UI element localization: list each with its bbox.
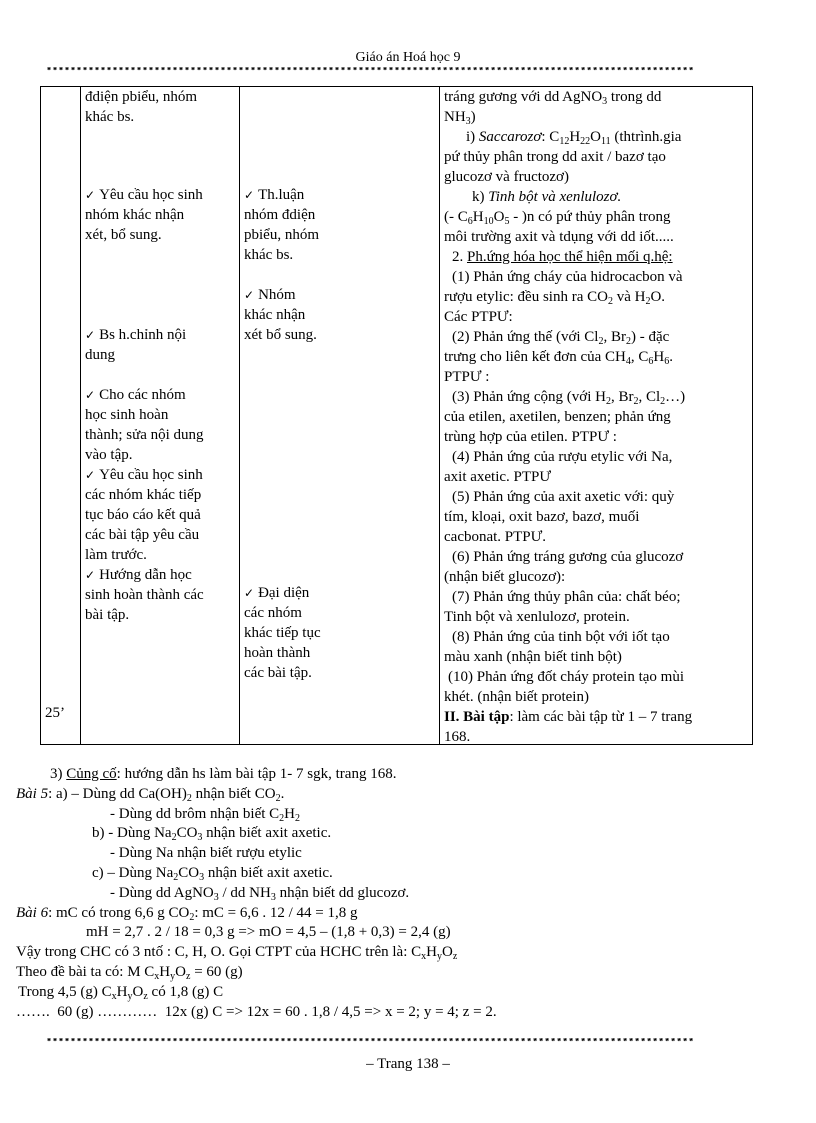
student-text: Nhóm [258,287,296,303]
content-text: khét. (nhận biết protein) [444,689,589,705]
student-text: Th.luận [258,187,305,203]
teacher-text: các nhóm khác tiếp [85,487,202,503]
page-header: Giáo án Hoá học 9 [355,50,461,65]
content-text: màu xanh (nhận biết tinh bột) [444,649,622,665]
lesson-table [40,86,753,745]
student-text: khác nhận [244,307,306,323]
student-text: xét bổ sung. [244,327,317,343]
teacher-text: các bài tập yêu cầu [85,527,200,543]
solution-line: - Dùng Na nhận biết rượu etylic [110,845,302,862]
teacher-text: sinh hoàn thành các [85,587,204,603]
exercise-solutions: 3) Củng cố: hướng dẫn hs làm bài tập 1- 7 sgk, trang 168. Bài 5: a) – Dùng dd $Ca(OH)_2$ nhận biết $CO_2$. - Dùng dd brôm nhận biết $C_2H_2$ b) - Dùng $Na_2CO_3$ nhận biết axit axetic. - Dùng Na nhận biết rượu etylic c) – Dùng $Na_2CO_3$ nhận biết axit axetic. - Dùng dd AgNO$_3$ / dd $NH_3$ nhận biết dd glucozơ. Bài 6: mC có trong 6,6 g $CO_2$: mC = 6,6 . 12 / 44 = 1,8 g mH = 2,7 . 2 / 18 = 0,3 g => mO = 4,5 – (1,8 + 0,3) = 2,4 (g) Vậy trong CHC có 3 ntố : C, H, O. Gọi CTPT của HCHC trên là: $C_xH_yO_z$ Theo đề bài ta có: M $C_xH_yO_z = 60$ (g) Trong 4,5 (g) $C_xH_yO_z$ có 1,8 (g) C ……. 60 (g) ………… 12x (g) C => 12x = 60 . 1,8 / 4,5 => x = 2; y = 4; z = 2. [38,765,778,1022]
content-text: PTPƯ : [444,369,490,385]
content-text: (4) Phản ứng của rượu etylic với Na, [452,449,673,465]
content-text: Các PTPƯ: [444,309,513,325]
teacher-text: thành; sửa nội dung [85,427,204,443]
content-text: (7) Phản ứng thủy phân của: chất béo; [452,589,681,605]
time-cell: 25’ [45,705,65,721]
student-text: khác tiếp tục [244,625,321,641]
content-text: môi trường axit và tdụng với dd iốt..... [444,229,674,245]
teacher-text: Hướng dẫn học [99,567,192,583]
checkmark-icon: ✓ [85,468,96,482]
teacher-text: vào tập. [85,447,133,463]
teacher-text: đdiện pbiểu, nhóm [85,89,198,105]
student-text: hoàn thành [244,645,311,661]
lesson-content-cell: tráng gương với dd AgNO$_3$ trong dd $NH_3$) i) Saccarozơ: $C_{12}H_{22}O_{11}$ (thtrình.gia pứ thủy phân trong dd axit / bazơ tạo glucozơ và fructozơ) k) Tinh bột và xenlulozơ. (- $C_6H_{10}O_5 - )n$ có pứ thủy phân trong môi trường axit và tdụng với dd iốt..... 2. Ph.ứng hóa học thể hiện mối q.hệ: (1) Phản ứng cháy của hidrocacbon và rượu etylic: đều sinh ra $CO_2$ và $H_2O$. Các PTPƯ: (2) Phản ứng thế (với $Cl_2$, $Br_2$) - đặc trưng cho liên kết đơn của $CH_4$, $C_6H_6$. PTPƯ : (3) Phản ứng cộng (với $H_2$, $Br_2$, $Cl_2\dots$) của etilen, axetilen, benzen; phản ứng trùng hợp của etilen. PTPƯ : (4) Phản ứng của rượu etylic với Na, axit axetic. PTPƯ (5) Phản ứng của axit axetic với: quỳ tím, kloại, oxit bazơ, bazơ, muối cacbonat. PTPƯ. (6) Phản ứng tráng gương của glucozơ (nhận biết glucozơ): (7) Phản ứng thủy phân của: chất béo; Tinh bột và xenlulozơ, protein. (8) Phản ứng của tinh bột với iốt tạo màu xanh (nhận biết tinh bột) (10) Phản ứng đốt cháy protein tạo mùi khét. (nhận biết protein) II. Bài tập: làm các bài tập từ 1 – 7 trang 168. [444,87,747,747]
teacher-text: nhóm khác nhận [85,207,185,223]
section-heading: Ph.ứng hóa học thể hiện mối q.hệ: [467,249,673,265]
teacher-text: khác bs. [85,109,135,125]
student-activity-cell [244,87,346,683]
content-text: (10) Phản ứng đốt cháy protein tạo mùi [448,669,685,685]
content-text: (6) Phản ứng tráng gương của glucozơ [452,549,684,565]
content-text: tím, kloại, oxit bazơ, bazơ, muối [444,509,640,525]
column-divider [239,87,240,744]
content-text: (1) Phản ứng cháy của hidrocacbon và [452,269,683,285]
checkmark-icon: ✓ [85,328,96,342]
content-text: 168. [444,729,471,745]
teacher-activity-cell [85,87,231,625]
page-number: – Trang 138 – [366,1056,450,1072]
content-text: của etilen, axetilen, benzen; phản ứng [444,409,671,425]
student-text: pbiểu, nhóm [244,227,319,243]
exercise-heading: II. Bài tập [444,709,510,725]
checkmark-icon: ✓ [244,586,255,600]
content-text: cacbonat. PTPƯ. [444,529,547,545]
student-text: nhóm đdiện [244,207,316,223]
checkmark-icon: ✓ [244,288,255,302]
checkmark-icon: ✓ [85,568,96,582]
content-text: axit axetic. PTPƯ [444,469,552,485]
teacher-text: xét, bổ sung. [85,227,162,243]
teacher-text: dung [85,347,115,363]
separator-bottom: ************************************************************************************************************ [46,1038,695,1049]
separator-top: ************************************************************************************************************ [46,67,695,78]
content-text: (8) Phản ứng của tinh bột với iốt tạo [452,629,670,645]
checkmark-icon: ✓ [244,188,255,202]
student-text: các nhóm [244,605,302,621]
content-text: trùng hợp của etilen. PTPƯ : [444,429,617,445]
section-heading: Củng cố [66,766,117,782]
content-text: (5) Phản ứng của axit axetic với: quỳ [452,489,675,505]
solution-line: ……. 60 (g) ………… 12x (g) C => 12x = 60 . 1,8 / 4,5 => x = 2; y = 4; z = 2. [16,1003,497,1020]
teacher-text: Yêu cầu học sinh [99,467,203,483]
content-text: Tinh bột và xenlulozơ, protein. [444,609,630,625]
column-divider [80,87,81,744]
checkmark-icon: ✓ [85,188,96,202]
content-text: pứ thủy phân trong dd axit / bazơ tạo [444,149,666,165]
content-text: glucozơ và fructozơ) [444,169,569,185]
teacher-text: Yêu cầu học sinh [99,187,203,203]
solution-line: mH = 2,7 . 2 / 18 = 0,3 g => mO = 4,5 – (1,8 + 0,3) = 2,4 (g) [86,924,451,941]
teacher-text: Bs h.chỉnh nội [99,327,187,343]
content-text: (nhận biết glucozơ): [444,569,566,585]
column-divider [439,87,440,744]
teacher-text: tục báo cáo kết quả [85,507,201,523]
student-text: các bài tập. [244,665,312,681]
teacher-text: làm trước. [85,547,147,563]
student-text: Đại diện [258,585,310,601]
teacher-text: bài tập. [85,607,130,623]
teacher-text: học sinh hoàn [85,407,169,423]
checkmark-icon: ✓ [85,388,96,402]
teacher-text: Cho các nhóm [99,387,186,403]
student-text: khác bs. [244,247,294,263]
